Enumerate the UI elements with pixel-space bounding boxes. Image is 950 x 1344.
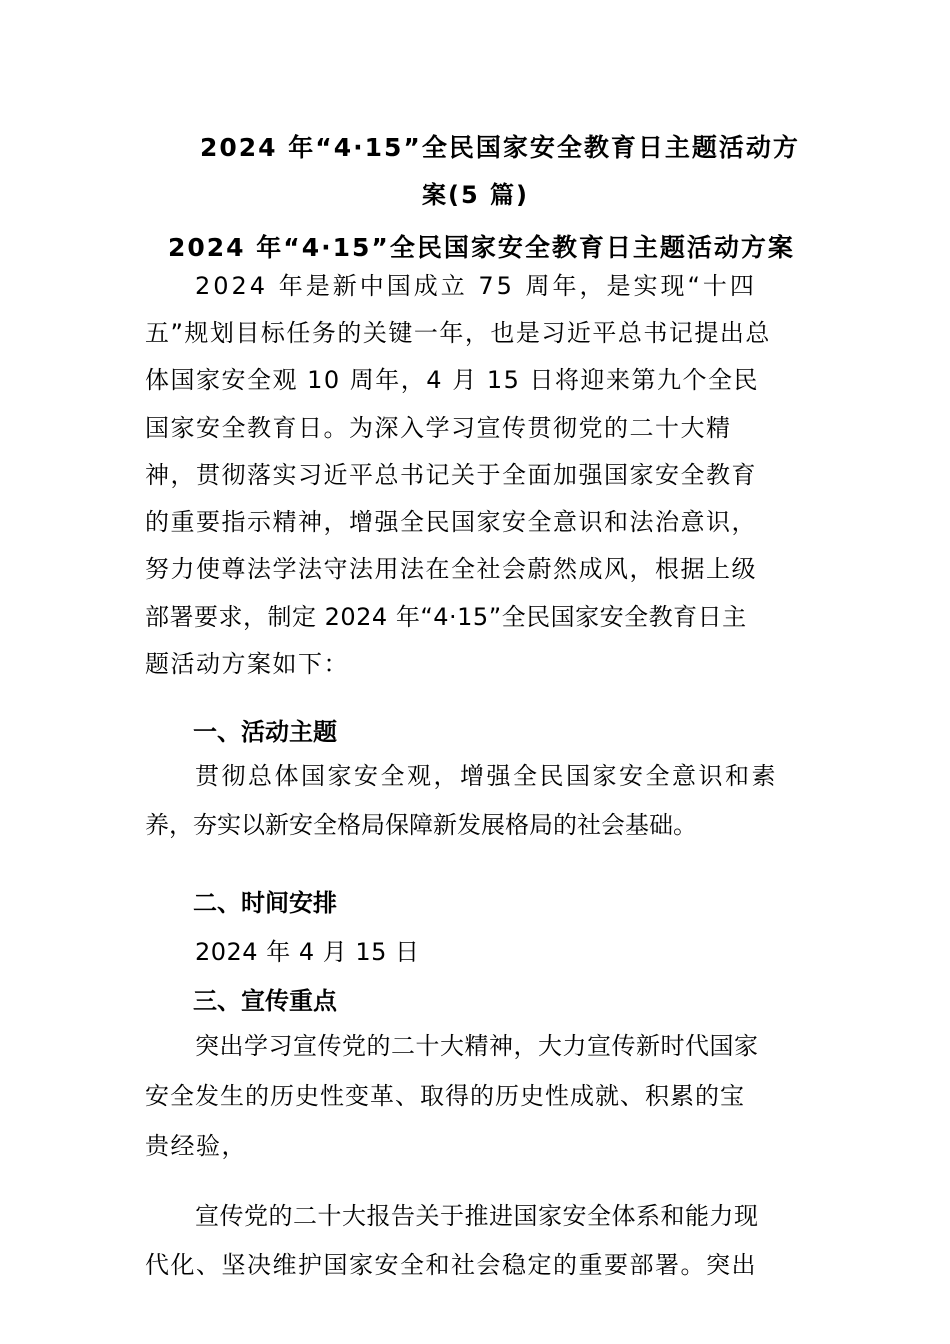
intro-line: 神，贯彻落实习近平总书记关于全面加强国家安全教育	[145, 461, 757, 489]
section-text-line: 宣传党的二十大报告关于推进国家安全体系和能力现	[195, 1202, 759, 1230]
section-text-line: 贯彻总体国家安全观，增强全民国家安全意识和素	[195, 762, 778, 790]
section-text-line: 安全发生的历史性变革、取得的历史性成就、积累的宝	[145, 1082, 745, 1110]
section-heading-focus: 三、宣传重点	[193, 987, 337, 1015]
document-title-line-1: 2024 年“4·15”全民国家安全教育日主题活动方	[200, 133, 800, 162]
section-text-line: 代化、坚决维护国家安全和社会稳定的重要部署。突出	[145, 1251, 757, 1279]
intro-line: 题活动方案如下：	[145, 650, 349, 678]
intro-line: 的重要指示精神，增强全民国家安全意识和法治意识，	[145, 508, 757, 536]
section-heading-theme: 一、活动主题	[193, 718, 337, 746]
intro-line: 国家安全教育日。为深入学习宣传贯彻党的二十大精	[145, 414, 732, 442]
document-title-line-2: 案(5 篇)	[422, 181, 529, 209]
intro-line: 2024 年是新中国成立 75 周年，是实现“十四	[195, 272, 757, 300]
section-text-line: 突出学习宣传党的二十大精神，大力宣传新时代国家	[195, 1032, 759, 1060]
section-text-line: 养，夯实以新安全格局保障新发展格局的社会基础。	[145, 811, 697, 839]
section-heading-time: 二、时间安排	[193, 889, 337, 917]
document-subtitle: 2024 年“4·15”全民国家安全教育日主题活动方案	[168, 233, 795, 262]
intro-line: 体国家安全观 10 周年，4 月 15 日将迎来第九个全民	[145, 366, 759, 394]
intro-line: 努力使尊法学法守法用法在全社会蔚然成风，根据上级	[145, 555, 757, 583]
section-text-line: 贵经验，	[145, 1132, 247, 1160]
intro-line: 五”规划目标任务的关键一年，也是习近平总书记提出总	[145, 319, 771, 347]
section-text-line: 2024 年 4 月 15 日	[195, 938, 420, 966]
intro-line: 部署要求，制定 2024 年“4·15”全民国家安全教育日主	[145, 603, 747, 631]
